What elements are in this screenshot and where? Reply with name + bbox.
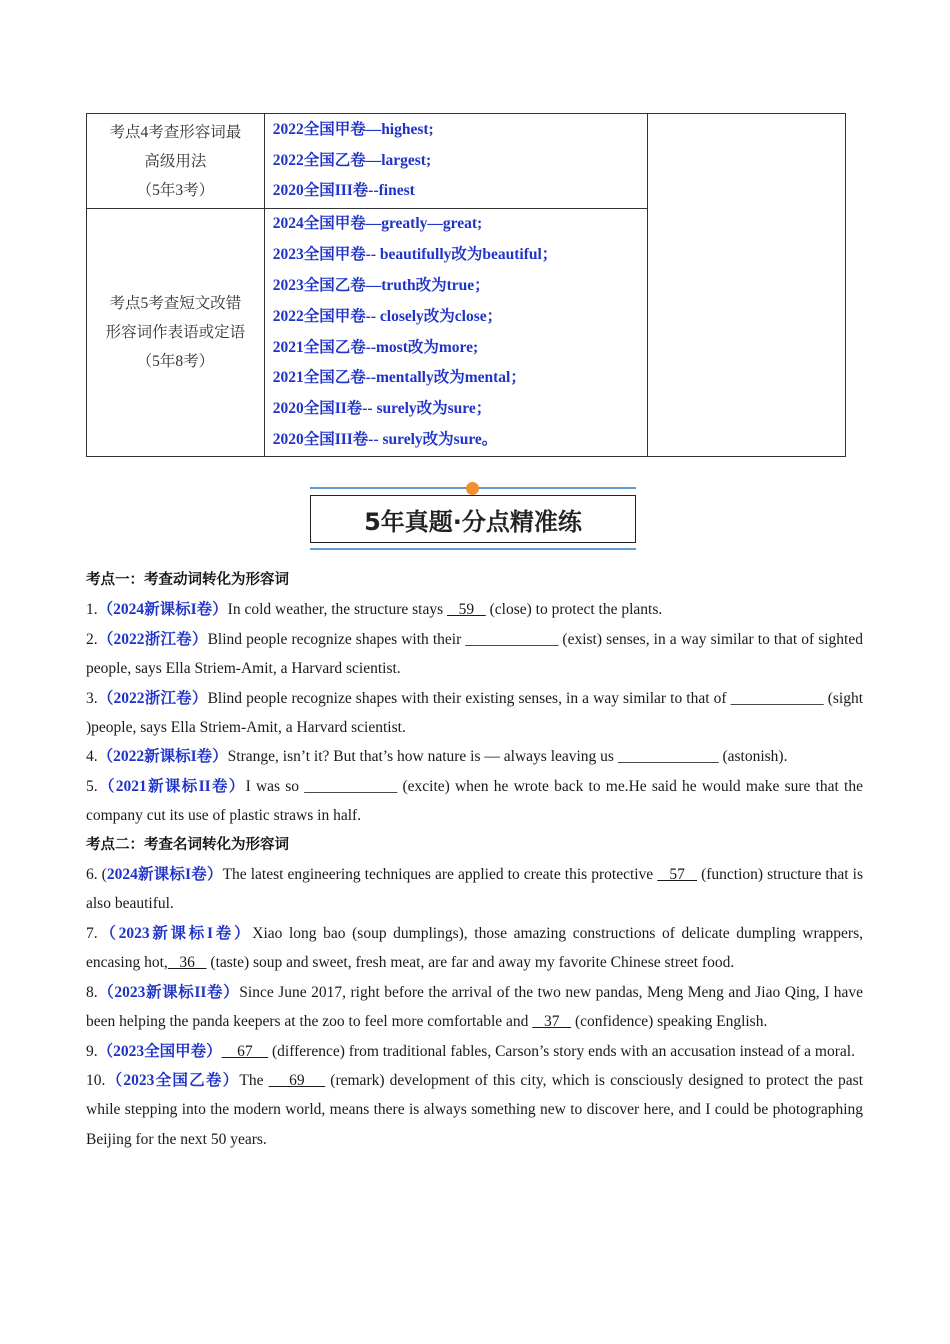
answer-blank: _____________: [617, 748, 719, 766]
question-number: 4.: [86, 748, 98, 766]
question: [86, 860, 863, 919]
answer-blank: ____________: [465, 630, 559, 648]
question-text: (function) structure that is also beautiful.: [86, 866, 863, 913]
question-text: Xiao long bao (soup dumplings), those amazing constructions of delicate dumpling wrappers, encasing hot,: [86, 924, 863, 972]
question: [86, 1037, 863, 1066]
table-row: [87, 114, 846, 209]
category-line: 考点5考查短文改错: [109, 295, 242, 312]
category-line: （5年8考）: [136, 353, 215, 370]
question: [86, 684, 863, 743]
question-text: (astonish).: [718, 748, 788, 766]
question-text: (excite) when he wrote back to me.He said he would make sure that the company cut its use of plastic straws in half.: [86, 777, 863, 825]
question-number: 5.: [86, 777, 98, 795]
question: [86, 625, 863, 684]
question-text: Strange, isn’t it? But that’s how nature is — always leaving us: [227, 748, 618, 766]
question: [86, 595, 863, 624]
question-text: (exist) senses, in a way similar to that of sighted people, says Ella Striem-Amit, a Harvard scientist.: [86, 630, 863, 678]
question: [86, 919, 863, 978]
question-text: (difference) from traditional fables, Carson’s story ends with an accusation instead of a moral.: [268, 1042, 855, 1060]
example-line: 2021全国乙卷--mentally改为mental；: [272, 369, 526, 387]
question: [86, 978, 863, 1037]
example-line: 2022全国乙卷—largest;: [272, 151, 432, 169]
answer-blank: 36: [167, 954, 207, 972]
category-line: （5年3考）: [136, 181, 215, 199]
question-text: Blind people recognize shapes with their: [207, 630, 466, 648]
question-text: Blind people recognize shapes with their existing senses, in a way similar to that of: [207, 689, 731, 707]
question-text: In cold weather, the structure stays: [227, 601, 447, 619]
answer-blank: 57: [657, 866, 698, 884]
category-line: 高级用法: [144, 152, 207, 170]
section-heading: 考点二：考查名词转化为形容词: [86, 836, 289, 853]
question-text: The latest engineering techniques are applied to create this protective: [222, 866, 658, 884]
question-number: 9.: [86, 1042, 98, 1060]
example-line: 2022全国甲卷-- closely改为close；: [272, 307, 503, 325]
question: [86, 1066, 863, 1154]
answer-blank: 59: [447, 601, 486, 619]
question-source: （2022新课标I卷）: [97, 748, 228, 766]
answer-blank: 69: [268, 1071, 326, 1089]
answer-blank: 37: [532, 1013, 572, 1031]
question-source: （2022浙江卷）: [97, 630, 208, 648]
question-source: （2023全国乙卷）: [105, 1071, 240, 1089]
answer-blank: ____________: [304, 777, 398, 795]
question-number: 1.: [86, 601, 98, 619]
example-line: 2023全国甲卷-- beautifully改为beautiful；: [272, 246, 558, 264]
examples-cell: [264, 114, 647, 209]
question-text: Since June 2017, right before the arrival of the two new pandas, Meng Meng and Jiao Qing, I have been helping the panda keepers at the zoo to feel more comfortable and: [86, 983, 863, 1031]
question-number: 3.: [86, 689, 98, 707]
example-line: 2020全国III卷-- surely改为sure。: [272, 430, 498, 448]
example-line: 2020全国II卷-- surely改为sure；: [272, 400, 492, 418]
question-source: （2023新课标II卷）: [97, 983, 240, 1001]
category-cell: [87, 209, 265, 457]
summary-table: [86, 113, 846, 457]
question-source: （2023新课标I卷）: [97, 924, 253, 942]
empty-cell: [648, 114, 846, 457]
section-banner: [310, 487, 636, 550]
banner-bottom-line: [310, 548, 636, 550]
question-source: （2022浙江卷）: [97, 689, 208, 707]
example-line: 2022全国甲卷—highest;: [272, 120, 434, 138]
example-line: 2023全国乙卷—truth改为true；: [272, 276, 490, 294]
question-source: 2024新课标I卷）: [106, 866, 223, 884]
question-text: The: [239, 1071, 269, 1089]
question-text: (taste) soup and sweet, fresh meat, are far and away my favorite Chinese street food.: [206, 954, 735, 972]
question-number: 7.: [86, 924, 98, 942]
section-heading: 考点一：考查动词转化为形容词: [86, 572, 289, 588]
question-text: (remark) development of this city, which is consciously designed to protect the past while stepping into the modern world, means there is always something new to discover here, and I could be photographing Beijing for the next 50 years.: [86, 1071, 864, 1148]
answer-blank: 67: [221, 1042, 269, 1060]
question-source: （2021新课标II卷）: [97, 777, 246, 795]
question-text: (close) to protect the plants.: [485, 601, 663, 619]
question-number: 2.: [86, 630, 98, 648]
category-cell: [87, 114, 265, 209]
question: [86, 772, 863, 831]
banner-title: 5年真题·分点精准练: [310, 495, 636, 543]
question-source: （2024新课标I卷）: [97, 601, 228, 619]
question-text: I was so: [245, 777, 305, 795]
question-number: 10.: [86, 1071, 106, 1089]
category-line: 形容词作表语或定语: [105, 324, 246, 341]
answer-blank: ____________: [730, 689, 824, 707]
banner-dot-icon: [466, 482, 479, 495]
question-text: (confidence) speaking English.: [571, 1013, 768, 1031]
category-line: 考点4考查形容词最: [109, 123, 242, 141]
example-line: 2024全国甲卷—greatly—great;: [272, 215, 483, 233]
question-number: 6. (: [86, 866, 107, 884]
question-number: 8.: [86, 983, 98, 1001]
example-line: 2021全国乙卷--most改为more;: [272, 338, 479, 356]
question: [86, 742, 863, 771]
examples-cell: [264, 209, 647, 457]
question-text: (sight )people, says Ella Striem-Amit, a Harvard scientist.: [86, 689, 863, 737]
question-source: （2023全国甲卷）: [97, 1042, 222, 1060]
exercise-content: [86, 566, 863, 1154]
example-line: 2020全国III卷--finest: [272, 182, 415, 200]
